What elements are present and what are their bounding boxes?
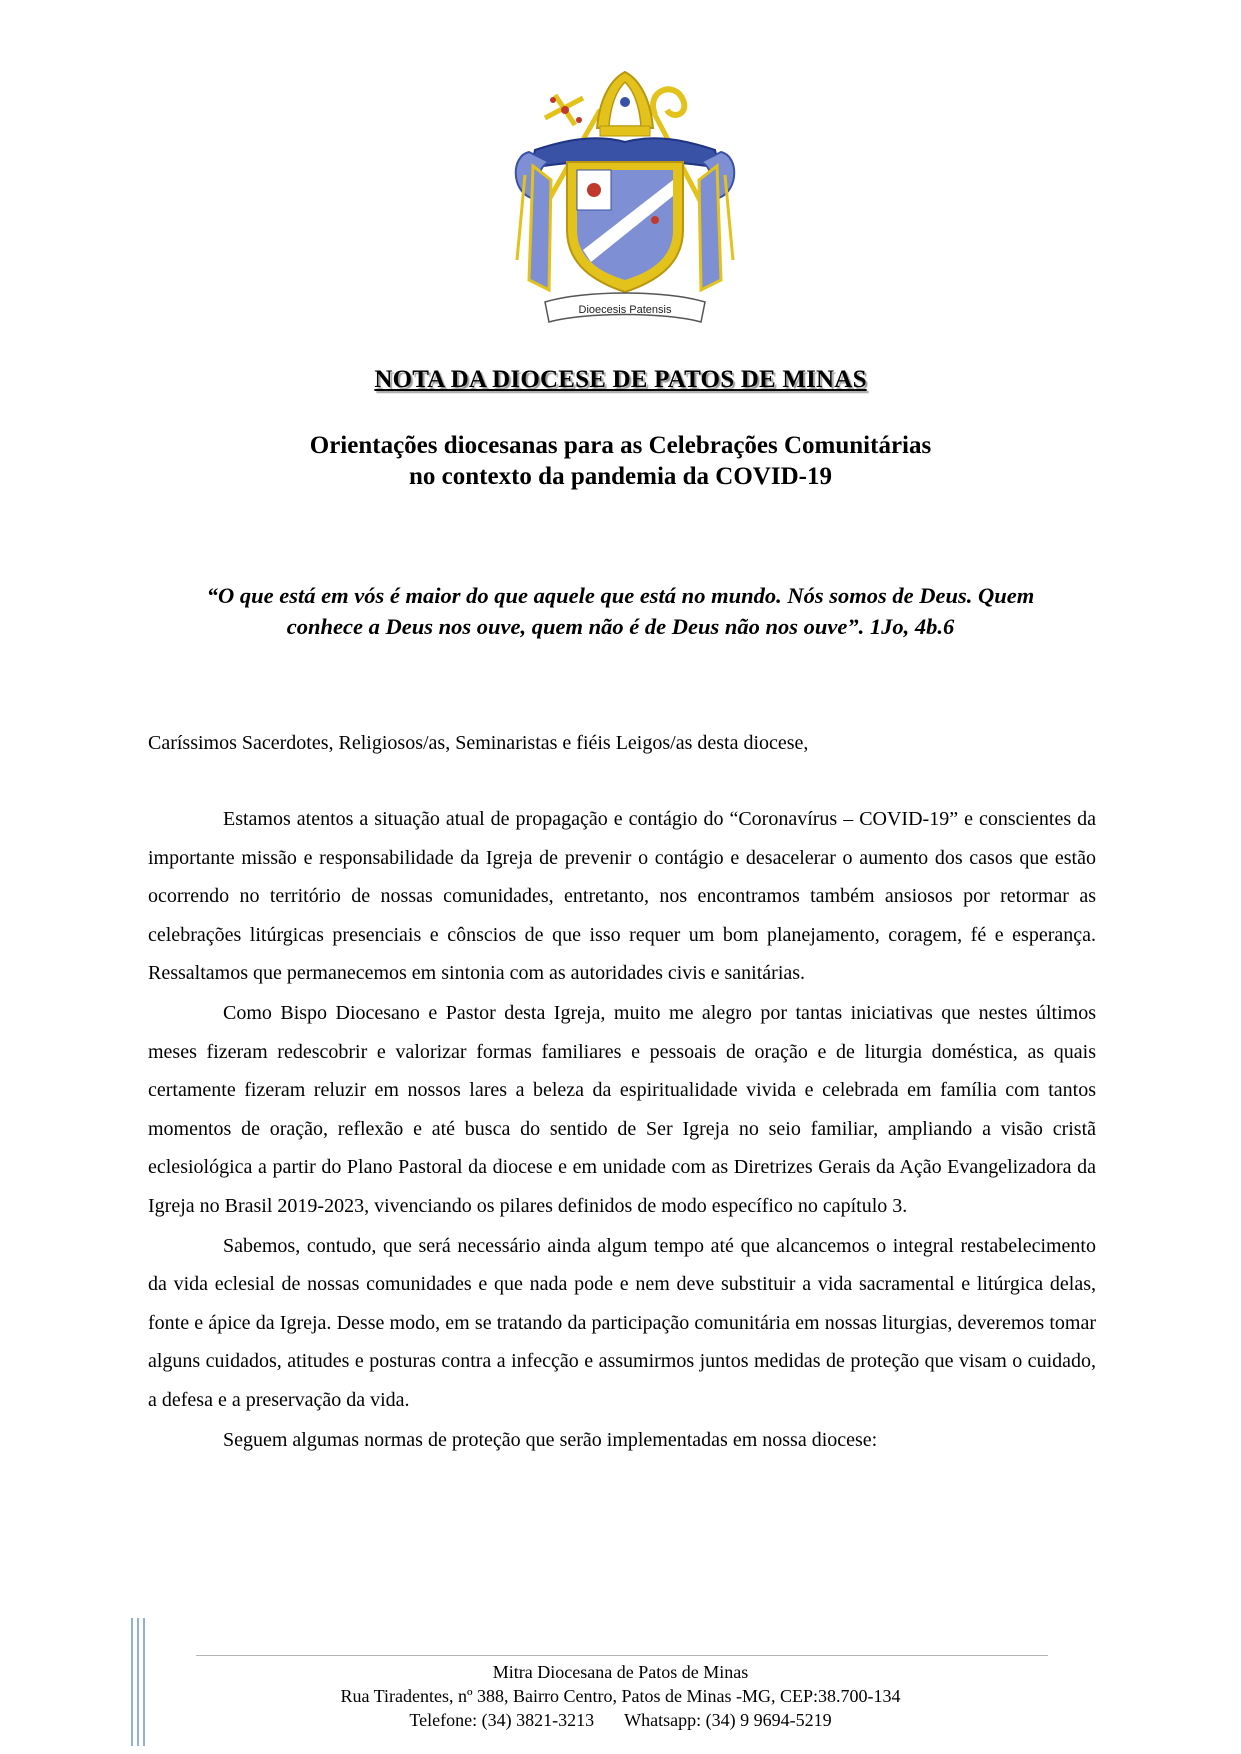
body-text bbox=[148, 800, 1096, 1461]
body-paragraph: Seguem algumas normas de proteção que serão implementadas em nossa diocese: bbox=[223, 1428, 878, 1451]
footer-divider bbox=[196, 1655, 1048, 1656]
footer-contacts bbox=[0, 1708, 1241, 1732]
mitre-icon bbox=[597, 72, 653, 136]
shield-icon bbox=[567, 162, 683, 292]
body-paragraph: Como Bispo Diocesano e Pastor desta Igreja, muito me alegro por tantas iniciativas que nestes últimos meses fizeram redescobrir e valorizar formas familiares e pessoais de oração e de liturgia doméstica, as quais certamente fizeram reluzir em nossos lares a beleza da espiritualidade vivida e celebrada em família com tantos momentos de oração, reflexão e até busca do sentido de Ser Igreja no seio familiar, ampliando a visão cristã eclesiológica a partir do Plano Pastoral da diocese e em unidade com as Diretrizes Gerais da Ação Evangelizadora da Igreja no Brasil 2019-2023, vivenciando os pilares definidos de modo específico no capítulo 3. bbox=[148, 1002, 1096, 1217]
bible-epigraph bbox=[150, 580, 1091, 642]
body-paragraph: Sabemos, contudo, que será necessário ainda algum tempo até que alcancemos o integral restabelecimento da vida eclesial de nossas comunidades e que nada pode e nem deve substituir a vida sacramental e litúrgica delas, fonte e ápice da Igreja. Desse modo, em se tratando da participação comunitária em nossas liturgias, deveremos tomar alguns cuidados, atitudes e posturas contra a infecção e assumirmos juntos medidas de proteção que visam o cuidado, a defesa e a preservação da vida. bbox=[148, 1234, 1096, 1411]
letterhead-footer bbox=[0, 1660, 1241, 1732]
subtitle-line-2: no contexto da pandemia da COVID-19 bbox=[409, 463, 832, 490]
body-paragraph: Estamos atentos a situação atual de propagação e contágio do “Coronavírus – COVID-19” e conscientes da importante missão e responsabilidade da Igreja de prevenir o contágio e desacelerar o aumento dos casos que estão ocorrendo no território de nossas comunidades, entretanto, nos encontramos também ansiosos por retormar as celebrações litúrgicas presenciais e cônscios de que isso requer um bom planejamento, coragem, fé e esperança. Ressaltamos que permanecemos em sintonia com as autoridades civis e sanitárias. bbox=[148, 808, 1096, 984]
epigraph-line-1: “O que está em vós é maior do que aquele que está no mundo. Nós somos de Deus. Quem bbox=[206, 583, 1035, 608]
footer-whatsapp: Whatsapp: (34) 9 9694-5219 bbox=[624, 1710, 832, 1730]
footer-address: Rua Tiradentes, nº 388, Bairro Centro, Patos de Minas -MG, CEP:38.700-134 bbox=[340, 1686, 901, 1706]
diocese-coat-of-arms-logo bbox=[505, 70, 745, 335]
document-subtitle bbox=[0, 430, 1241, 492]
crest-motto: Dioecesis Patensis bbox=[578, 304, 672, 316]
epigraph-line-2: conhece a Deus nos ouve, quem não é de Deus não nos ouve”. 1Jo, 4b.6 bbox=[286, 614, 955, 639]
greeting-line: Caríssimos Sacerdotes, Religiosos/as, Seminaristas e fiéis Leigos/as desta diocese, bbox=[148, 732, 809, 754]
footer-org-name: Mitra Diocesana de Patos de Minas bbox=[492, 1662, 749, 1682]
footer-telefone: Telefone: (34) 3821-3213 bbox=[409, 1710, 595, 1730]
subtitle-line-1: Orientações diocesanas para as Celebrações Comunitárias bbox=[309, 432, 932, 459]
document-title: NOTA DA DIOCESE DE PATOS DE MINAS bbox=[374, 366, 867, 393]
